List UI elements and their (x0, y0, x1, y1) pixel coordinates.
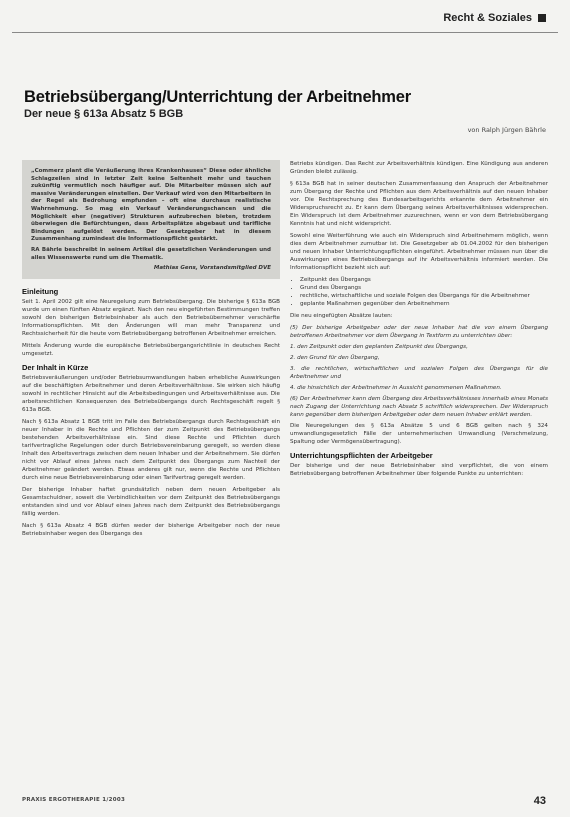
intro-quote: „Commerz plant die Veräußerung ihres Krankenhauses“ Diese oder ähnliche Schlagzeilen sind in letzter Zeit keine Seltenheit mehr und tauchen zukünftig vermutlich noch häufiger auf. Die Mitarbeiter müssen sich auf massive Veränderungen einstellen. Der Verkauf wird von den Mitarbeitern in der Regel als Bedrohung empfunden – oft eine durchaus realistische Wahrnehmung. So mag ein Verkauf Veränderungschancen und die Möglichkeit eher (negativer) Strukturen aufzubrechen bieten, trotzdem überwiegen die Befürchtungen, dass Arbeitsplätze abgebaut und tarifliche Bindungen aufgelöst werden. Der Gesetzgeber hat in diesem Zusammenhang zumindest die Informationspflicht gestärkt. (31, 168, 271, 243)
journal-name: PRAXIS ERGOTHERAPIE 1/2003 (22, 797, 126, 803)
left-column (22, 160, 280, 542)
paragraph: § 613a BGB hat in seiner deutschen Zusammenfassung den Anspruch der Arbeitnehmer zum Übergang der Rechte und Pflichten aus dem Arbeitsverhältnis auf den neuen Inhaber vor. Die Rechtsprechung des Bundesarbeitsgerichts erkannte dem Arbeitnehmer ein Widerspruchsrecht zu. Er kann dem Übergang seines Arbeitsverhältnisses widersprechen. Ein Widerspruch ist dem Arbeitnehmer zuzurechnen, wenn er von dem Betriebsübergang Kenntnis hat und nicht widerspricht. (290, 181, 548, 227)
law-quote (290, 324, 548, 419)
paragraph: Sowohl eine Weiterführung wie auch ein Widerspruch sind Arbeitnehmern möglich, wenn dies dem Arbeitnehmer zumutbar ist. Die Gesetzgeber ab 01.04.2002 für den bisherigen und neuen Inhaber Unterrichtungspflichten eingeführt. Arbeitnehmer müssen nun über die Auswirkungen eines Betriebsübergangs auf ihr Arbeitsverhältnis informiert werden. Die Informationspflicht bezieht sich auf: (290, 233, 548, 271)
article-subtitle: Der neue § 613a Absatz 5 BGB (24, 108, 184, 120)
heading-content-brief: Der Inhalt in Kürze (22, 362, 89, 372)
paragraph: Seit 1. April 2002 gilt eine Neuregelung zum Betriebsübergang. Die bisherige § 613a BGB wurde um einen fünften Absatz ergänzt. Nach den neu eingeführten Bestimmungen treffen sowohl den bisherigen Betriebsinhaber als auch den Betriebsübernehmer verschärfte Informationspflichten. Mit den Änderungen will man mehr Transparenz und Rechtssicherheit für die heute vom Betriebsübergang betroffenen Arbeitnehmer erreichen. (22, 298, 280, 337)
paragraph: Der bisherige und der neue Betriebsinhaber sind verpflichtet, die von einem Betriebsübergang betroffenen Arbeitnehmer über folgende Punkte zu unterrichten: (290, 463, 548, 477)
section-title: Recht & Soziales (443, 12, 532, 24)
paragraph: Die neu eingefügten Absätze lauten: (290, 313, 393, 319)
law-paragraph-5: (5) Der bisherige Arbeitgeber oder der neue Inhaber hat die von einem Übergang betroffenen Arbeitnehmer vor dem Übergang in Textform zu unterrichten über: (290, 325, 548, 339)
list-item: • rechtliche, wirtschaftliche und soziale Folgen des Übergangs für die Arbeitnehmer (300, 292, 548, 300)
paragraph: Nach § 613a Absatz 1 BGB tritt im Falle des Betriebsübergangs durch Rechtsgeschäft ein neuer Inhaber in die Rechte und Pflichten der zum Zeitpunkt des Betriebsübergangs bestehenden Arbeitsverhältnisse ein. Sind diese Rechte und Pflichten durch tarifvertragliche Regelungen oder durch Betriebsvereinbarung geregelt, so werden diese Inhalt des Arbeitsvertrags zwischen dem neuen Inhaber und der Arbeitnehmern. Sie dürfen nicht vor Ablauf eines Jahres nach dem Zeitpunkt des Übergangs zum Nachteil der Arbeitnehmer geändert werden. Etwas anderes gilt nur, wenn die Rechte und Pflichten durch eine neue Betriebsvereinbarung oder einen Tarifvertrag geregelt werden. (22, 418, 280, 481)
right-column (290, 160, 548, 482)
list-item: • geplante Maßnahmen gegenüber den Arbeitnehmern (300, 300, 548, 308)
section-label (443, 12, 546, 24)
square-icon (538, 14, 546, 22)
page-number: 43 (533, 795, 546, 807)
law-item: 1. den Zeitpunkt oder den geplanten Zeitpunkt des Übergangs, (290, 344, 468, 350)
article-title: Betriebsübergang/Unterrichtung der Arbeitnehmer (24, 88, 411, 106)
intro-note: RA Bährle beschreibt in seinem Artikel die gesetzlichen Veränderungen und alles Wissenswerte rund um die Thematik. (31, 246, 271, 261)
paragraph: Nach § 613a Absatz 4 BGB dürfen weder der bisherige Arbeitgeber noch der neue Betriebsinhaber wegen des Übergangs des (22, 522, 280, 537)
heading-introduction: Einleitung (22, 286, 59, 296)
article-author: von Ralph Jürgen Bährle (467, 126, 546, 134)
law-item: 4. die hinsichtlich der Arbeitnehmer in Aussicht genommenen Maßnahmen. (290, 385, 502, 391)
law-paragraph-6: (6) Der Arbeitnehmer kann dem Übergang des Arbeitsverhältnisses innerhalb eines Monats nach Zugang der Unterrichtung nach Absatz 5 schriftlich widersprechen. Der Widerspruch kann gegenüber dem bisherigen Arbeitgeber oder dem neuen Inhaber erklärt werden. (290, 396, 548, 418)
list-item: • Grund des Übergangs (300, 284, 548, 292)
paragraph: Der bisherige Inhaber haftet grundsätzlich neben dem neuen Arbeitgeber als Gesamtschuldner, soweit die Verbindlichkeiten vor dem Zeitpunkt des Betriebsübergangs entstanden sind und vor Ablauf eines Jahres nach dem Zeitpunkt des Betriebsübergangs fällig werden. (22, 486, 280, 517)
paragraph: Mittels Änderung wurde die europäische Betriebsübergangsrichtlinie in deutsches Recht umgesetzt. (22, 342, 280, 357)
paragraph: Betriebsveräußerungen und/oder Betriebsumwandlungen haben erhebliche Auswirkungen auf die beschäftigten Arbeitnehmer und deren Arbeitsverhältnisse. Sie wirken sich häufig sowohl in rechtlicher Hinsicht auf die Arbeitsbedingungen und Arbeitsverhältnisse aus. Die arbeitsrechtlichen Konsequenzen des Betriebsübergangs durch Rechtsgeschäft regelt § 613a BGB. (22, 374, 280, 413)
list-item: • Zeitpunkt des Übergangs (300, 276, 548, 284)
top-divider (12, 32, 558, 33)
intro-signature: Mathias Gens, Vorstandsmitglied DVE (153, 265, 271, 272)
law-item: 3. die rechtlichen, wirtschaftlichen und sozialen Folgen des Übergangs für die Arbeitnehmer und (290, 366, 548, 380)
paragraph: Die Neuregelungen des § 613a Absätze 5 und 6 BGB gelten nach § 324 umwandlungsgesetzlich Fälle der unternehmerischen Umwandlung (Verschmelzung, Spaltung oder Vermögensübertragung). (290, 423, 548, 445)
intro-box (22, 160, 280, 279)
info-list (290, 276, 548, 308)
law-item: 2. den Grund für den Übergang, (290, 355, 380, 361)
paragraph: Betriebs kündigen. Das Recht zur Arbeitsverhältnis kündigen. Eine Kündigung aus anderen Gründen bleibt zulässig. (290, 161, 548, 175)
heading-duties: Unterrichtungspflichten der Arbeitgeber (290, 451, 433, 460)
